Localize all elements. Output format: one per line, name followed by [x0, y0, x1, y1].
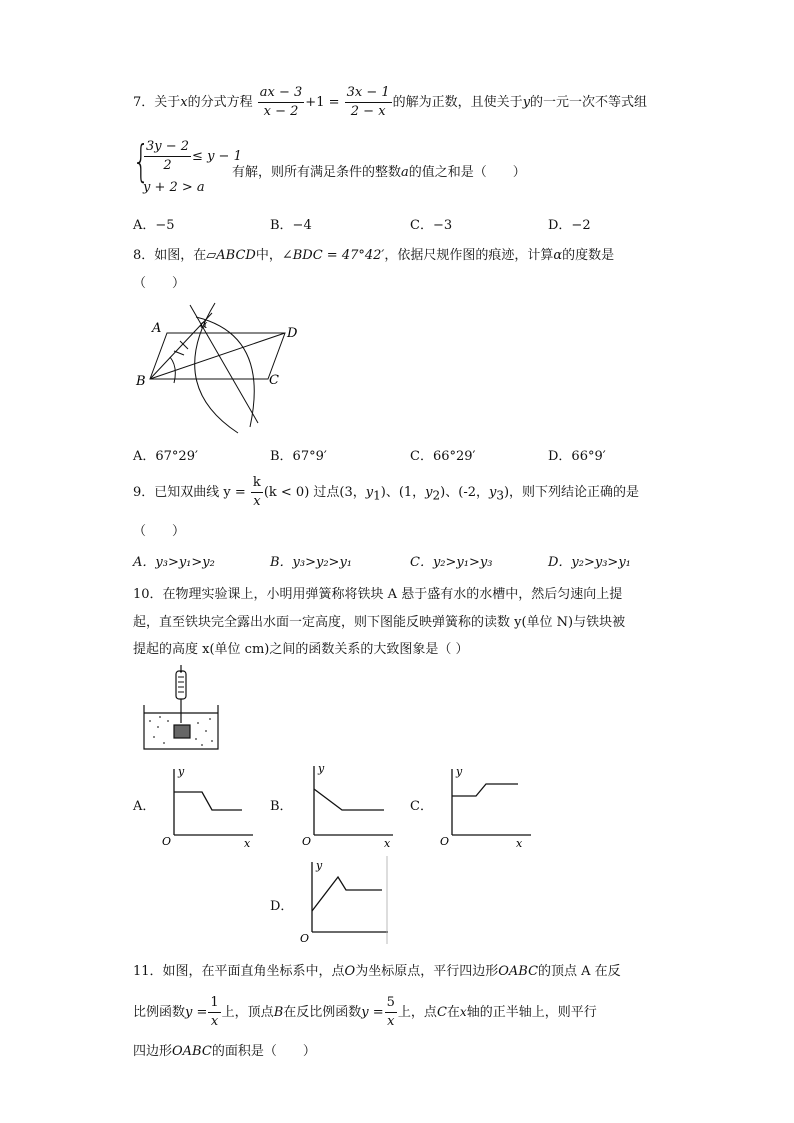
q9-line1: 9．已知双曲线 y = $\frac{k}{x}$ (k < 0) 过点(3，$y_1$)、(1，$y_2$)、(-2，$y_3$)，则下列结论正确的是: [133, 475, 640, 509]
q7-line1: 7．关于x的分式方程 $\frac{ax - 3}{x - 2}$ +1 = $\frac{3x - 1}{2 - x}$ 的解为正数，且使关于y的一元一次不等式组: [133, 85, 648, 119]
q8-option-c: C．66°29′: [410, 449, 476, 464]
svg-text:O: O: [440, 835, 450, 848]
q7-option-d: D．−2: [548, 218, 591, 233]
q11-line1: 11．如图，在平面直角坐标系中，点O为坐标原点，平行四边形OABC的顶点 A 在反: [133, 964, 621, 979]
q10-graph-a: [158, 765, 258, 850]
q10-option-d-label: D．: [270, 899, 294, 914]
q8-line1: 8．如图，在▱ABCD中，∠BDC = 47°42′，依据尺规作图的痕迹，计算α的度数是: [133, 248, 615, 263]
q10-option-c-label: C．: [410, 799, 433, 814]
svg-text:y: y: [318, 762, 325, 775]
q7-option-b: B．−4: [270, 218, 312, 233]
label-b: B: [136, 374, 146, 389]
graph-b-curve: [314, 789, 384, 810]
q9-option-b: B．y₃>y₂>y₁: [270, 555, 353, 570]
spring-scale-body: [176, 671, 186, 699]
graph-d-curve: [312, 877, 382, 911]
q10-graph-b: [298, 760, 398, 850]
svg-text:x: x: [516, 837, 523, 850]
svg-text:y: y: [456, 765, 463, 778]
svg-text:O: O: [302, 835, 312, 848]
q10-line1: 10．在物理实验课上，小明用弹簧称将铁块 A 悬于盛有水的水槽中，然后匀速向上提: [133, 587, 623, 602]
q7-line2: 有解，则所有满足条件的整数a的值之和是（ ）: [232, 165, 526, 180]
q10-graph-c: [436, 765, 536, 850]
fraction: $\frac{ax - 3}{x - 2}$: [259, 85, 303, 119]
inequality-brace: {: [132, 136, 150, 187]
q8-option-d: D．66°9′: [548, 449, 606, 464]
q9-option-d: D．y₂>y₃>y₁: [548, 555, 631, 570]
svg-text:y: y: [178, 765, 185, 778]
q9-paren: （ ）: [133, 524, 186, 539]
q8-paren: （ ）: [133, 276, 186, 291]
svg-text:y: y: [316, 859, 323, 872]
inequality-2: y + 2 > a: [143, 180, 205, 195]
diagonal-bd: [150, 333, 285, 379]
tick-mark-1: [174, 351, 184, 355]
q8-figure: [130, 295, 310, 440]
q8-option-a: A．67°29′: [133, 449, 198, 464]
spring-scale-apparatus: [136, 665, 226, 755]
q10-option-a-label: A．: [133, 799, 156, 814]
label-c: C: [269, 373, 279, 388]
svg-text:x: x: [384, 837, 391, 850]
svg-text:O: O: [162, 835, 172, 848]
inequality-1: $\frac{3y - 2}{2}$ ≤ y − 1: [146, 139, 242, 173]
q10-option-b-label: B．: [270, 799, 293, 814]
q7-option-c: C．−3: [410, 218, 453, 233]
svg-text:x: x: [244, 837, 251, 850]
q9-option-c: C．y₂>y₁>y₃: [410, 555, 493, 570]
q8-option-b: B．67°9′: [270, 449, 327, 464]
label-d: D: [287, 326, 298, 341]
fraction-k-over-x: $\frac{k}{x}$: [252, 475, 261, 509]
q9-option-a: A．y₃>y₁>y₂: [133, 555, 215, 570]
label-alpha: α: [200, 318, 208, 331]
fraction: $\frac{3x - 1}{2 - x}$: [346, 85, 390, 119]
graph-a-curve: [174, 792, 242, 810]
q11-line2: 比例函数y = $\frac{1}{x}$ 上，顶点B在反比例函数y = $\frac{5}{x}$ 上，点C在x轴的正半轴上，则平行: [133, 995, 597, 1029]
label-a: A: [152, 321, 162, 336]
q7-option-a: A．−5: [133, 218, 175, 233]
q11-line3: 四边形OABC的面积是（ ）: [133, 1044, 316, 1059]
q10-line3: 提起的高度 x(单位 cm)之间的函数关系的大致图象是（ ）: [133, 642, 469, 657]
graph-c-curve: [452, 784, 518, 796]
q10-line2: 起，直至铁块完全露出水面一定高度，则下图能反映弹簧称的读数 y(单位 N)与铁块被: [133, 615, 626, 630]
iron-block: [174, 725, 190, 738]
q10-graph-d: [296, 856, 394, 948]
svg-text:O: O: [300, 932, 310, 945]
